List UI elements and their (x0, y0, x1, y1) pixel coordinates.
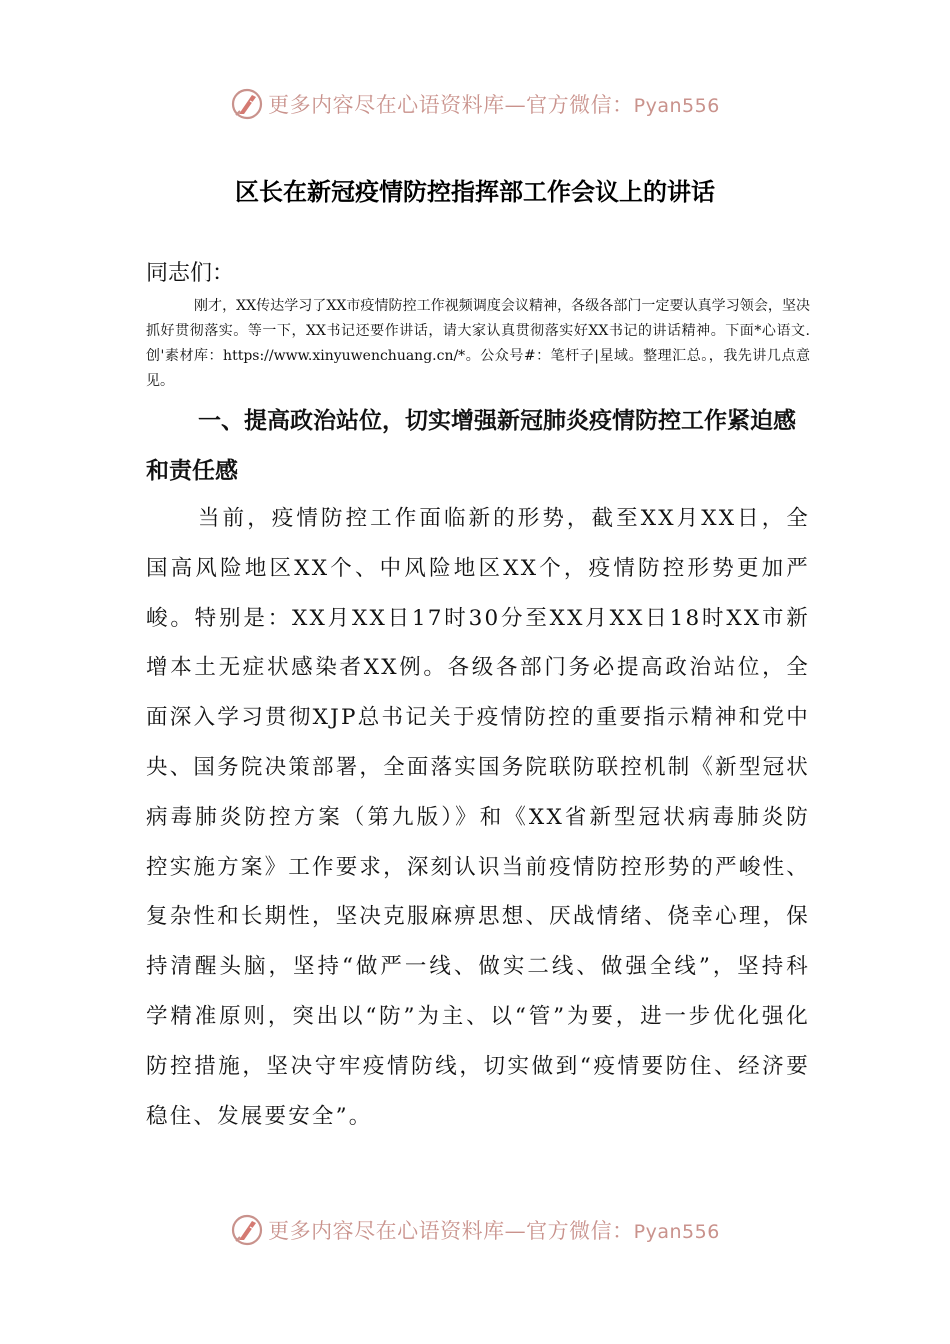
section-heading: 一、提高政治站位，切实增强新冠肺炎疫情防控工作紧迫感和责任感 (146, 408, 796, 484)
header-banner (0, 82, 950, 126)
intro-paragraph: 刚才，XX传达学习了XX市疫情防控工作视频调度会议精神，各级各部门一定要认真学习领会，坚决抓好贯彻落实。等一下，XX书记还要作讲话，请大家认真贯彻落实好XX书记的讲话精神。下面*心语文.创'素材库：https://www.xinyuwenchuang.cn/*。公众号#：笔杆子|星域。整理汇总。，我先讲几点意见。 (146, 298, 810, 389)
banner-text: 更多内容尽在心语资料库—官方微信：Pyan556 (268, 93, 720, 117)
wechat-id: Pyan556 (633, 1221, 720, 1243)
quill-logo-icon (230, 1213, 264, 1247)
body-paragraph: 当前，疫情防控工作面临新的形势，截至XX月XX日，全国高风险地区XX个、中风险地区XX个，疫情防控形势更加严峻。特别是：XX月XX日17时30分至XX月XX日18时XX市新增本土无症状感染者XX例。各级各部门务必提高政治站位，全面深入学习贯彻XJP总书记关于疫情防控的重要指示精神和党中央、国务院决策部署，全面落实国务院联防联控机制《新型冠状病毒肺炎防控方案（第九版）》和《XX省新型冠状病毒肺炎防控实施方案》工作要求，深刻认识当前疫情防控形势的严峻性、复杂性和长期性，坚决克服麻痹思想、厌战情绪、侥幸心理，保持清醒头脑，坚持“做严一线、做实二线、做强全线”，坚持科学精准原则，突出以“防”为主、以“管”为要，进一步优化强化防控措施，坚决守牢疫情防线，切实做到“疫情要防住、经济要稳住、发展要安全”。 (146, 506, 810, 1129)
salutation: 同志们： (146, 261, 235, 286)
quill-logo-icon (230, 87, 264, 121)
wechat-id: Pyan556 (633, 95, 720, 117)
banner-text: 更多内容尽在心语资料库—官方微信：Pyan556 (268, 1219, 720, 1243)
footer-banner (0, 1208, 950, 1252)
document-title: 区长在新冠疫情防控指挥部工作会议上的讲话 (235, 177, 715, 206)
